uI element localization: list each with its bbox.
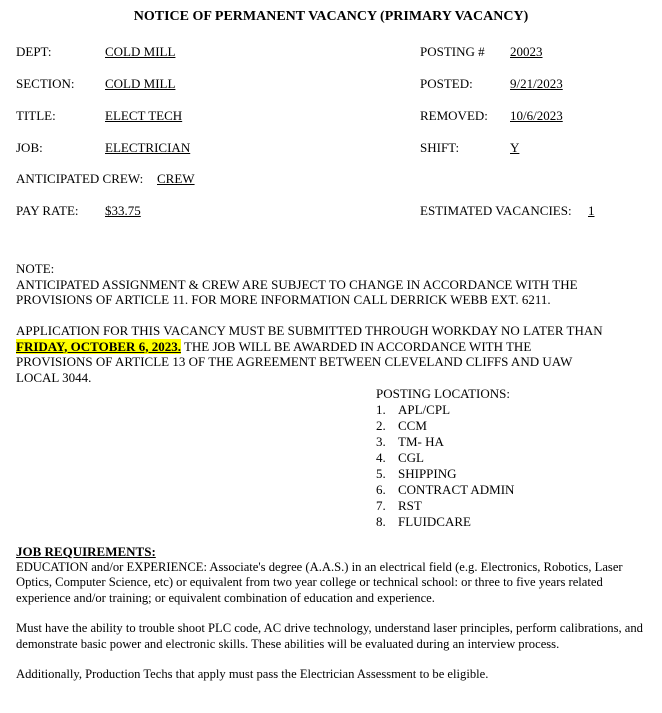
note-line-2: PROVISIONS OF ARTICLE 11. FOR MORE INFORMATION CALL DERRICK WEBB EXT. 6211.: [16, 292, 551, 307]
location-item: 1. APL/CPL: [376, 402, 451, 417]
location-item: 4. CGL: [376, 450, 424, 465]
page-title: NOTICE OF PERMANENT VACANCY (PRIMARY VACANCY): [133, 9, 529, 24]
pay-rate-value: $33.75: [105, 203, 141, 218]
vacancies-value: 1: [588, 203, 595, 218]
removed-label: REMOVED:: [420, 108, 488, 123]
requirements-abilities: Must have the ability to trouble shoot PLC code, AC drive technology, understand laser principles, perform calibrations, and demonstrate basic power and electronic skills. These abilities will be evaluated during an interview process.: [16, 621, 643, 651]
deadline-highlight: FRIDAY, OCTOBER 6, 2023.: [16, 338, 181, 354]
location-item: 6. CONTRACT ADMIN: [376, 482, 515, 497]
job-label: JOB:: [16, 140, 43, 155]
note-line-1: ANTICIPATED ASSIGNMENT & CREW ARE SUBJECT TO CHANGE IN ACCORDANCE WITH THE: [16, 276, 578, 292]
posting-number-value: 20023: [510, 44, 543, 59]
vacancies-label: ESTIMATED VACANCIES:: [420, 203, 572, 218]
dept-value: COLD MILL: [105, 44, 176, 59]
location-item: 2. CCM: [376, 418, 427, 433]
shift-value: Y: [510, 140, 520, 155]
posted-value: 9/21/2023: [510, 76, 563, 91]
shift-label: SHIFT:: [420, 140, 460, 155]
location-item: 3. TM- HA: [376, 434, 444, 449]
title-label: TITLE:: [16, 108, 56, 123]
application-line-2-rest: THE JOB WILL BE AWARDED IN ACCORDANCE WITH THE: [180, 338, 532, 354]
posting-number-label: POSTING #: [420, 44, 485, 59]
pay-rate-label: PAY RATE:: [16, 203, 79, 218]
application-line-3: PROVISIONS OF ARTICLE 13 OF THE AGREEMENT BETWEEN CLEVELAND CLIFFS AND UAW: [16, 354, 573, 369]
posted-label: POSTED:: [420, 76, 473, 91]
removed-value: 10/6/2023: [510, 108, 563, 123]
crew-value: CREW: [157, 171, 195, 186]
crew-label: ANTICIPATED CREW:: [16, 171, 144, 186]
posting-locations-header: POSTING LOCATIONS:: [376, 386, 510, 401]
location-item: 8. FLUIDCARE: [376, 514, 471, 529]
application-line-1: APPLICATION FOR THIS VACANCY MUST BE SUBMITTED THROUGH WORKDAY NO LATER THAN: [16, 323, 603, 338]
location-item: 7. RST: [376, 498, 422, 513]
dept-label: DEPT:: [16, 44, 52, 59]
note-label: NOTE:: [16, 261, 55, 276]
title-value: ELECT TECH: [105, 108, 183, 123]
section-label: SECTION:: [16, 76, 75, 91]
application-line-2: [16, 339, 648, 355]
requirements-eligibility: Additionally, Production Techs that apply must pass the Electrician Assessment to be eligible.: [16, 667, 489, 681]
requirements-education: EDUCATION and/or EXPERIENCE: Associate's degree (A.A.S.) in an electrical field (e.g. Electronics, Robotics, Laser Optics, Computer Science, etc) or equivalent from two year college or technical school: or three to five years related experience and/or training; or equivalent combination of education and experience.: [16, 559, 623, 605]
posting-locations: [376, 386, 514, 530]
job-value: ELECTRICIAN: [105, 140, 191, 155]
note-block: [16, 261, 648, 308]
job-requirements: [16, 544, 648, 683]
section-value: COLD MILL: [105, 76, 176, 91]
location-item: 5. SHIPPING: [376, 466, 457, 481]
application-block: [16, 323, 648, 385]
application-line-4: LOCAL 3044.: [16, 369, 92, 385]
job-requirements-header: JOB REQUIREMENTS:: [16, 544, 156, 559]
